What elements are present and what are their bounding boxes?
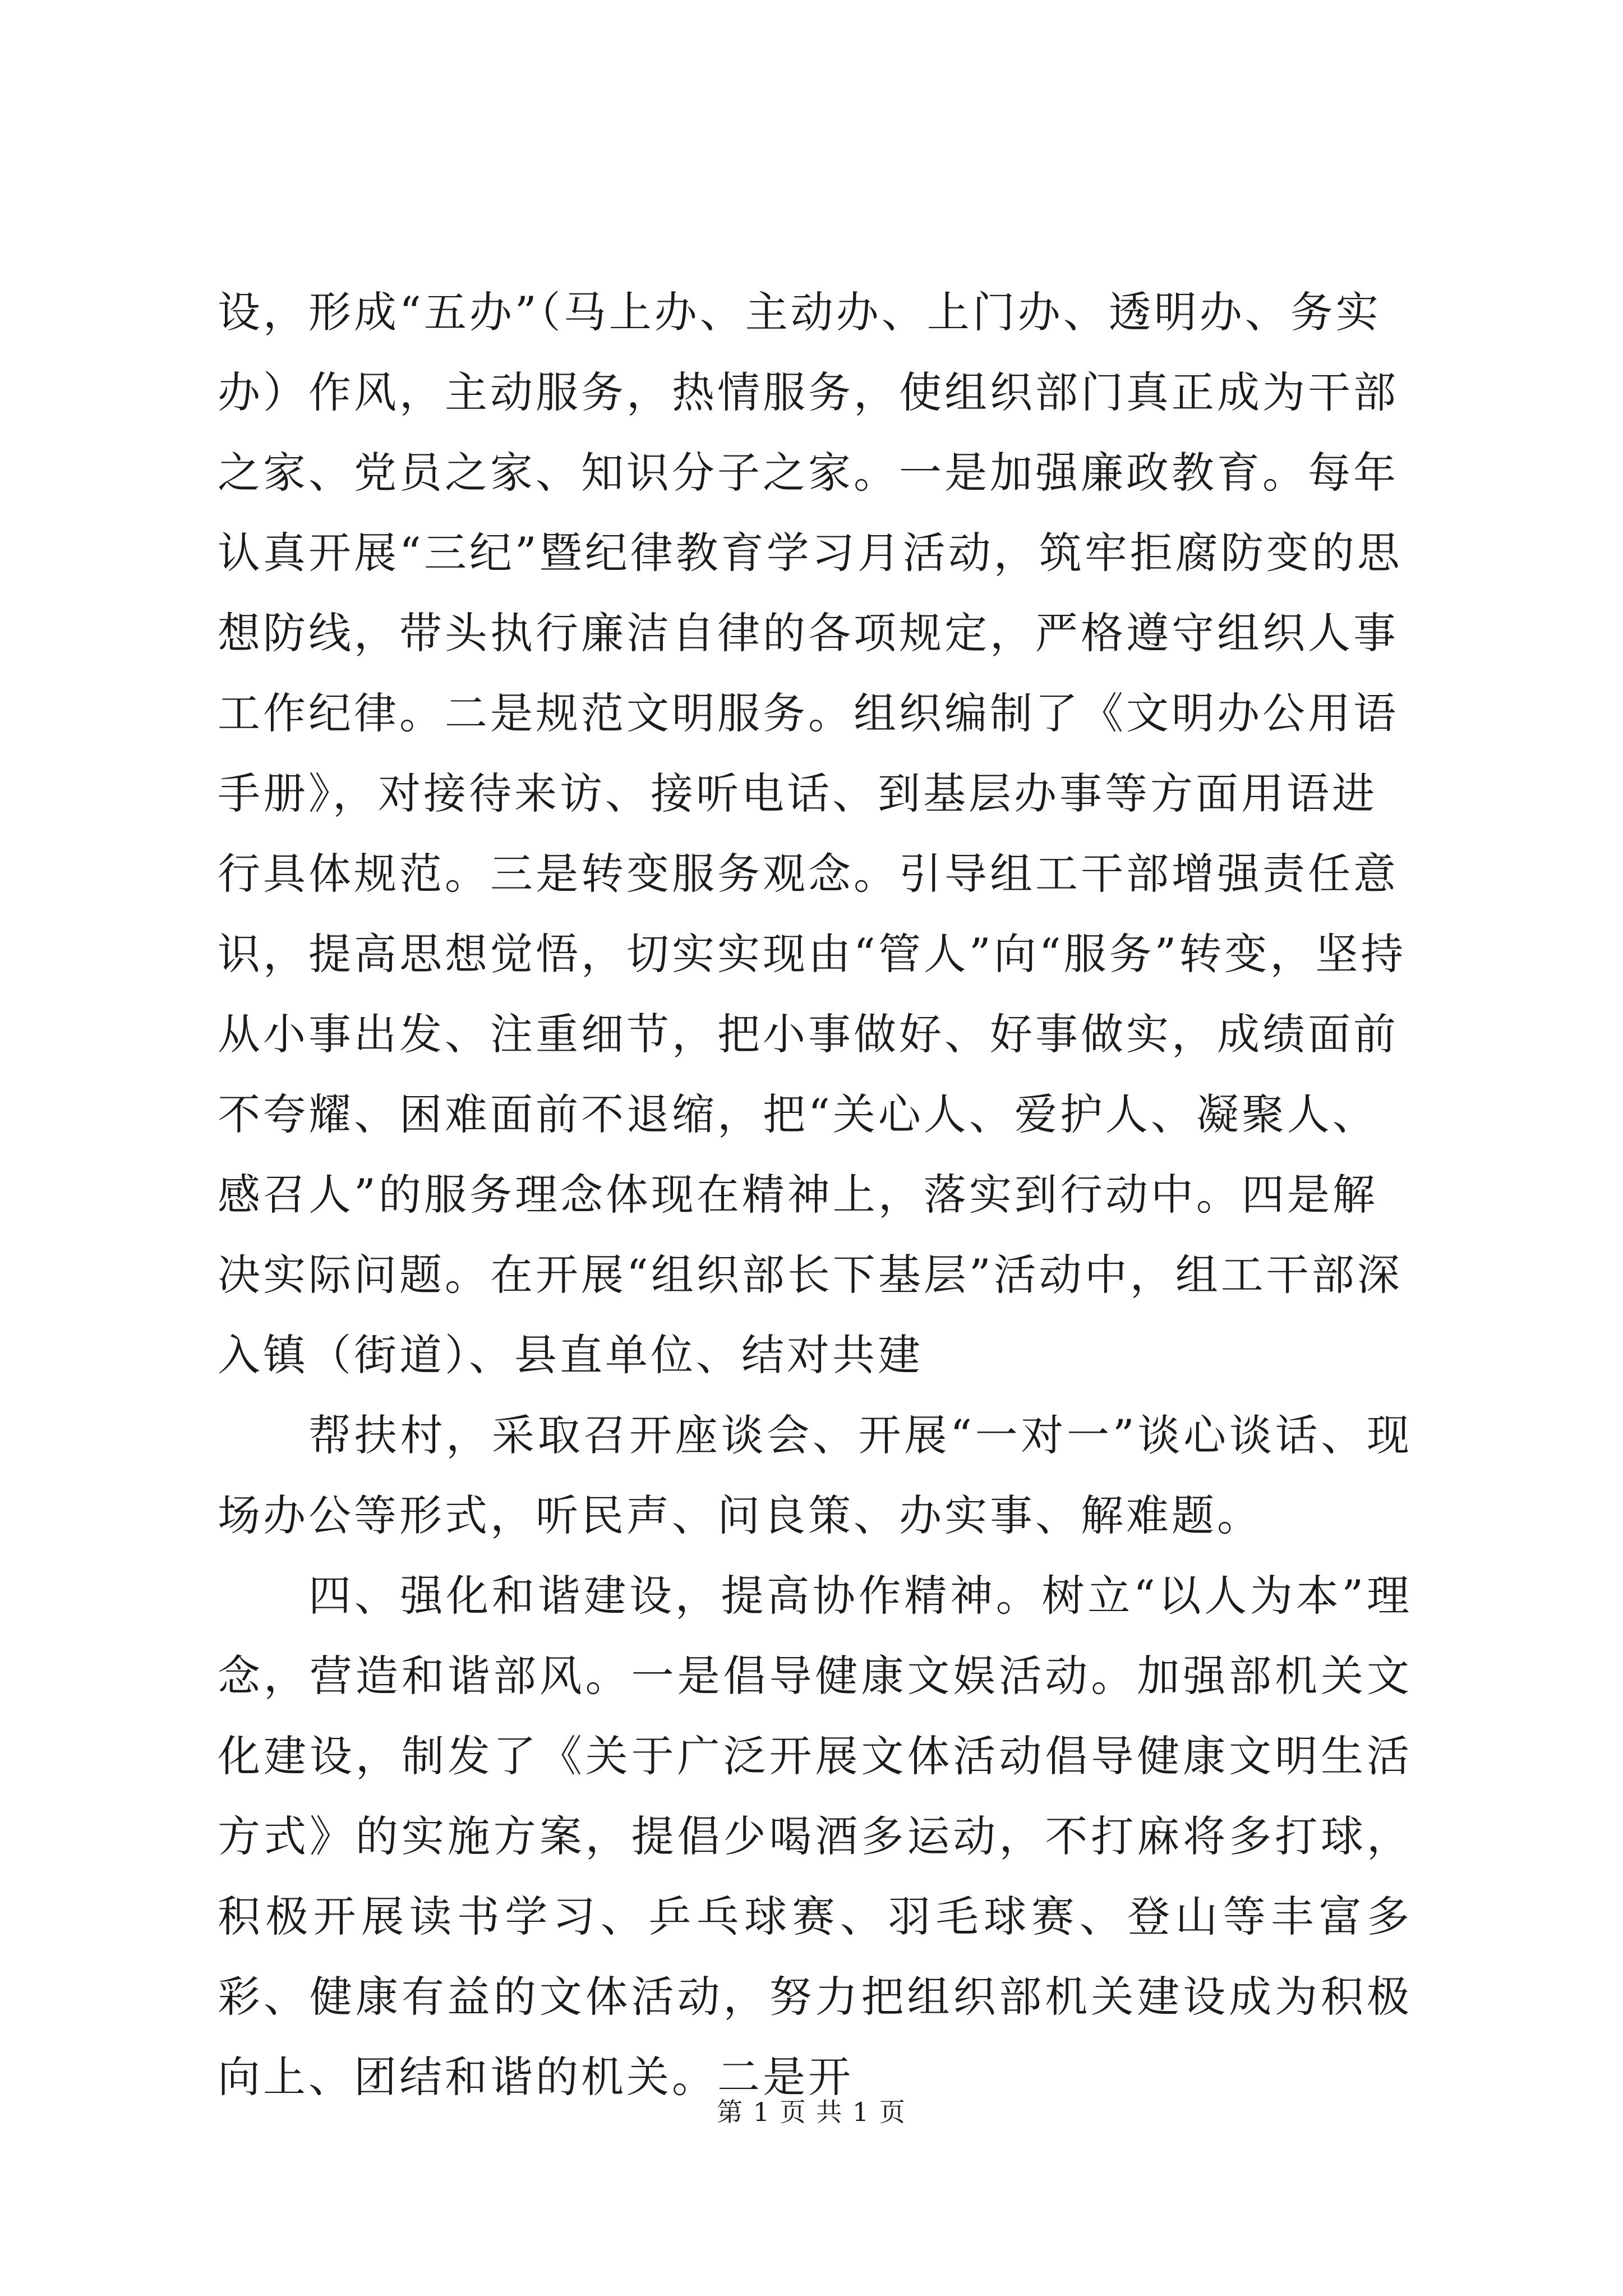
paragraph-section-four: 四、强化和谐建设，提高协作精神。树立“以人为本”理念，营造和谐部风。一是倡导健康文娱活动。加强部机关文化建设，制发了《关于广泛开展文体活动倡导健康文明生活方式》的实施方案，提倡少喝酒多运动，不打麻将多打球，积极开展读书学习、乒乓球赛、羽毛球赛、登山等丰富多彩、健康有益的文体活动，努力把组织部机关建设成为积极向上、团结和谐的机关。二是开 [218, 1571, 1412, 2102]
paragraph-continued: 设，形成“五办”（马上办、主动办、上门办、透明办、务实办）作风，主动服务，热情服务，使组织部门真正成为干部之家、党员之家、知识分子之家。一是加强廉政教育。每年认真开展“三纪”暨纪律教育学习月活动，筑牢拒腐防变的思想防线，带头执行廉洁自律的各项规定，严格遵守组织人事工作纪律。二是规范文明服务。组织编制了《文明办公用语手册》，对接待来访、接听电话、到基层办事等方面用语进行具体规范。三是转变服务观念。引导组工干部增强责任意识，提高思想觉悟，切实实现由“管人”向“服务”转变，坚持从小事出发、注重细节，把小事做好、好事做实，成绩面前不夸耀、困难面前不退缩，把“关心人、爱护人、凝聚人、感召人”的服务理念体现在精神上，落实到行动中。四是解决实际问题。在开展“组织部长下基层”活动中，组工干部深入镇（街道）、县直单位、结对共建 [218, 287, 1407, 1380]
paragraph: 帮扶村，采取召开座谈会、开展“一对一”谈心谈话、现场办公等形式，听民声、问良策、办实事、解难题。 [218, 1410, 1412, 1540]
page-footer: 第 1 页 共 1 页 [717, 2097, 906, 2127]
document-body [218, 272, 1412, 2117]
